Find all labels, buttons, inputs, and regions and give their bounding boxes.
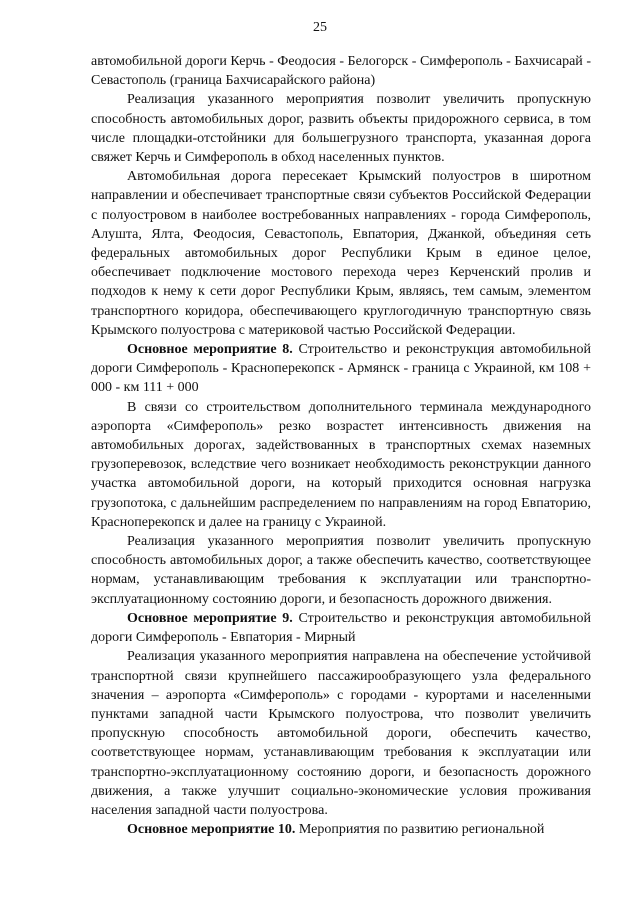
section-title: Мероприятия по развитию региональной: [295, 822, 545, 838]
paragraph-text: автомобильной дороги Керчь - Феодосия - Белогорск - Симферополь - Бахчисарай - Севастополь (граница Бахчисарайского района): [91, 54, 591, 89]
paragraph-text: Реализация указанного мероприятия позволит увеличить пропускную способность автомобильных дорог, развить объекты придорожного сервиса, в том числе площадки-отстойники для большегрузного транспорта, указанная дорога свяжет Керчь и Симферополь в обход населенных пунктов.: [91, 92, 591, 166]
paragraph-text: Реализация указанного мероприятия позволит увеличить пропускную способность автомобильных дорог, а также обеспечить качество, соответствующее нормам, устанавливающим требования к эксплуатации или транспортно-эксплуатационному состоянию дороги, и безопасность дорожного движения.: [91, 534, 591, 607]
paragraph-continuation: [91, 52, 591, 90]
paragraph: [91, 647, 591, 820]
paragraph: [91, 398, 591, 532]
section-heading: Основное мероприятие 9.: [127, 610, 293, 626]
paragraph: [91, 532, 591, 609]
paragraph: [91, 167, 591, 340]
section-paragraph: [91, 609, 591, 647]
document-body: [91, 52, 591, 839]
section-heading: Основное мероприятие 8.: [127, 342, 293, 358]
paragraph: [91, 90, 591, 167]
section-paragraph: [91, 820, 591, 839]
section-paragraph: [91, 340, 591, 398]
paragraph-text: Автомобильная дорога пересекает Крымский полуостров в широтном направлении и обеспечивает транспортные связи субъектов Российской Федерации с полуостровом в наиболее востребованных направлениях - города Симферополь, Алушта, Ялта, Феодосия, Севастополь, Евпатория, Джанкой, объединяя сеть федеральных автомобильных дорог Республики Крым в единое целое, обеспечивает подключение мостового перехода через Керченский пролив и подходов к нему к сети дорог Республики Крым, являясь, тем самым, элементом транспортного коридора, обеспечивающего круглогодичную транспортную связь Крымского полуострова с материковой частью Российской Федерации.: [91, 169, 591, 338]
paragraph-text: В связи со строительством дополнительного терминала международного аэропорта «Симферополь» резко возрастет интенсивность движения на автомобильных дорогах, задействованных в транспортных схемах наземных грузоперевозок, вследствие чего возникает необходимость реконструкции данного участка автомобильной дороги, на который приходится основная нагрузка грузопотока, с дальнейшим распределением по направлениям на город Евпаторию, Красноперекопск и далее на границу с Украиной.: [91, 399, 591, 530]
page-number: 25: [313, 20, 327, 35]
section-heading: Основное мероприятие 10.: [127, 822, 296, 838]
paragraph-text: Реализация указанного мероприятия направлена на обеспечение устойчивой транспортной связи крупнейшего пассажирообразующего узла федерального значения – аэропорта «Симферополь» с городами - курортами и населенными пунктами западной части Крымского полуострова, что позволит увеличить пропускную способность автомобильной дороги, обеспечить качество, соответствующее нормам, устанавливающим требования к эксплуатации или транспортно-эксплуатационному состоянию дороги, и безопасность дорожного движения, а также улучшит социально-экономические условия проживания населения западной части полуострова.: [91, 649, 591, 818]
section-title: Строительство и реконструкция автомобильной дороги Симферополь - Красноперекопск - Армянск - граница с Украиной, км 108 + 000 - км 111 + 000: [91, 342, 591, 396]
section-title: Строительство и реконструкция автомобильной дороги Симферополь - Евпатория - Мирный: [91, 610, 591, 646]
